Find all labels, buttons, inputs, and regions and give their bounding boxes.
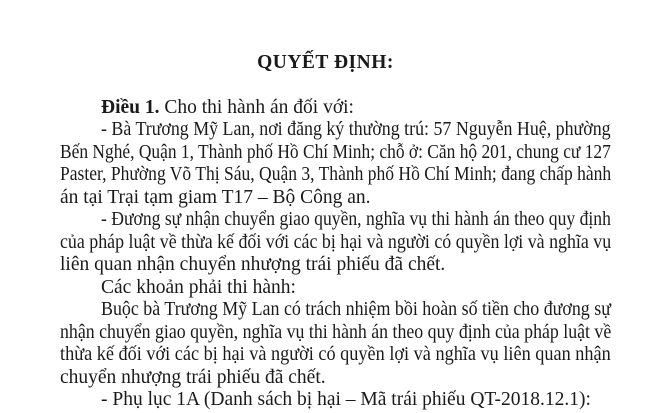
text-line: - Đương sự nhận chuyển giao quyền, nghĩa vụ thi hành án theo quy định <box>101 209 611 231</box>
text-line: thừa kế đối với các bị hại và người có quyền lợi và nghĩa vụ liên quan nhận <box>60 344 611 366</box>
text-line: chuyển nhượng trái phiếu đã chết. <box>60 366 326 388</box>
text-line: - Phụ lục 1A (Danh sách bị hại – Mã trái phiếu QT-2018.12.1): <box>101 389 591 410</box>
article-label: Điều 1. <box>101 97 160 118</box>
article-intro-text: Cho thi hành án đối với: <box>159 97 354 118</box>
text-line: liên quan nhận chuyển nhượng trái phiếu đã chết. <box>60 254 446 276</box>
article-1-line <box>101 96 354 120</box>
section-heading: Các khoản phải thi hành: <box>101 276 296 298</box>
text-line: nhận chuyển giao quyền, nghĩa vụ thi hành án theo quy định của pháp luật về <box>60 321 612 343</box>
text-line: Buộc bà Trương Mỹ Lan có trách nhiệm bồi hoàn số tiền cho đương sự <box>101 299 611 321</box>
text-line: Paster, Phường Võ Thị Sáu, Quận 3, Thành phố Hồ Chí Minh; đang chấp hành <box>60 164 612 186</box>
document-title: QUYẾT ĐỊNH: <box>257 52 394 73</box>
text-line: - Bà Trương Mỹ Lan, nơi đăng ký thường trú: 57 Nguyễn Huệ, phường <box>101 119 611 141</box>
text-line: án tại Trại tạm giam T17 – Bộ Công an. <box>60 186 371 208</box>
text-line: Bến Nghé, Quận 1, Thành phố Hồ Chí Minh; chỗ ở: Căn hộ 201, chung cư 127 <box>60 141 611 163</box>
text-line: của pháp luật về thừa kế đối với các bị hại và người có quyền lợi và nghĩa vụ <box>60 231 612 253</box>
